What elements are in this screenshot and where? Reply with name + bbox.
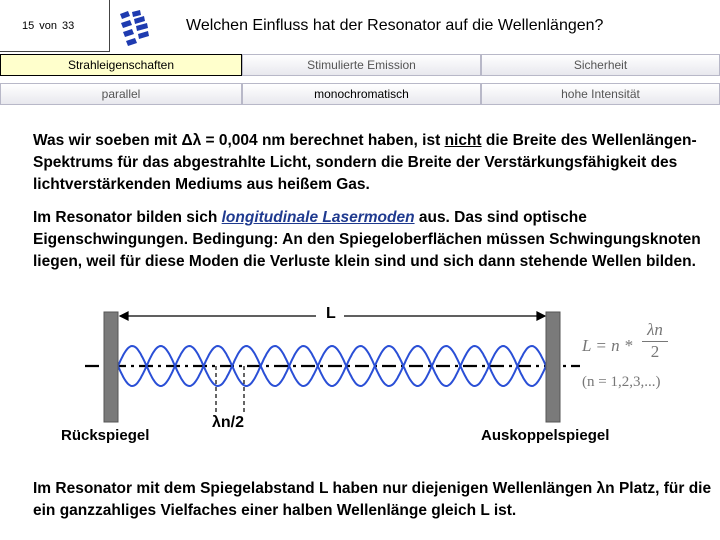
tab-sicherheit[interactable]: Sicherheit bbox=[481, 54, 720, 76]
formula-condition: (n = 1,2,3,...) bbox=[582, 374, 661, 390]
output-mirror bbox=[546, 312, 560, 422]
tab-stimulierte-emission[interactable]: Stimulierte Emission bbox=[242, 54, 481, 76]
nav-row-bottom bbox=[0, 83, 720, 105]
formula-fraction bbox=[642, 320, 668, 362]
tab-monochromatisch[interactable]: monochromatisch bbox=[242, 83, 481, 105]
p2-text-b: aus. Das sind optische Eigenschwingungen. Bedingung: An den Spiegeloberflächen müssen Schwingungsknoten liegen, weil für diese Moden die Verluste klein sind und sich dann stehende Wellen bilden. bbox=[33, 209, 701, 270]
tab-parallel[interactable]: parallel bbox=[0, 83, 242, 105]
p1-text-c: die Breite des Wellenlängen-Spektrums für das abgestrahlte Licht, sondern die Breite der Verstärkungsfähigkeit des lichtverstärkenden Mediums aus heißem Gas. bbox=[33, 132, 697, 193]
paragraph-2 bbox=[33, 207, 703, 273]
tab-hohe-intensitaet[interactable]: hohe Intensität bbox=[481, 83, 720, 105]
rear-mirror bbox=[104, 312, 118, 422]
half-wavelength-label: λn/2 bbox=[212, 414, 245, 431]
longitudinal-modes-link[interactable]: longitudinale Lasermoden bbox=[221, 209, 415, 226]
logo-icon bbox=[118, 10, 150, 46]
length-label: L bbox=[326, 305, 336, 322]
page-current: 15 bbox=[22, 19, 35, 32]
paragraph-1 bbox=[33, 130, 703, 196]
paragraph-3: Im Resonator mit dem Spiegelabstand L haben nur diejenigen Wellenlängen λn Platz, für die ein ganzzahliges Vielfaches einer halben Wellenlänge gleich L ist. bbox=[33, 480, 712, 519]
slide-title: Welchen Einfluss hat der Resonator auf die Wellenlängen? bbox=[186, 17, 604, 34]
page-sep: von bbox=[39, 19, 57, 32]
formula-denominator: 2 bbox=[650, 342, 660, 361]
slide-header bbox=[0, 0, 720, 54]
formula-numerator: λn bbox=[642, 320, 668, 342]
output-mirror-label: Auskoppelspiegel bbox=[481, 427, 610, 444]
rear-mirror-label: Rückspiegel bbox=[61, 427, 150, 444]
p1-text-a: Was wir soeben mit bbox=[33, 132, 182, 149]
page-counter bbox=[0, 0, 110, 52]
p2-text-a: Im Resonator bilden sich bbox=[33, 209, 222, 226]
page-total: 33 bbox=[62, 19, 75, 32]
formula-lhs: L = n * bbox=[582, 336, 633, 355]
tab-strahleigenschaften[interactable]: Strahleigenschaften bbox=[0, 54, 242, 76]
p1-text-b: Δλ = 0,004 nm berechnet haben, ist bbox=[181, 132, 445, 149]
p1-nicht: nicht bbox=[444, 132, 482, 149]
nav-row-top bbox=[0, 54, 720, 76]
